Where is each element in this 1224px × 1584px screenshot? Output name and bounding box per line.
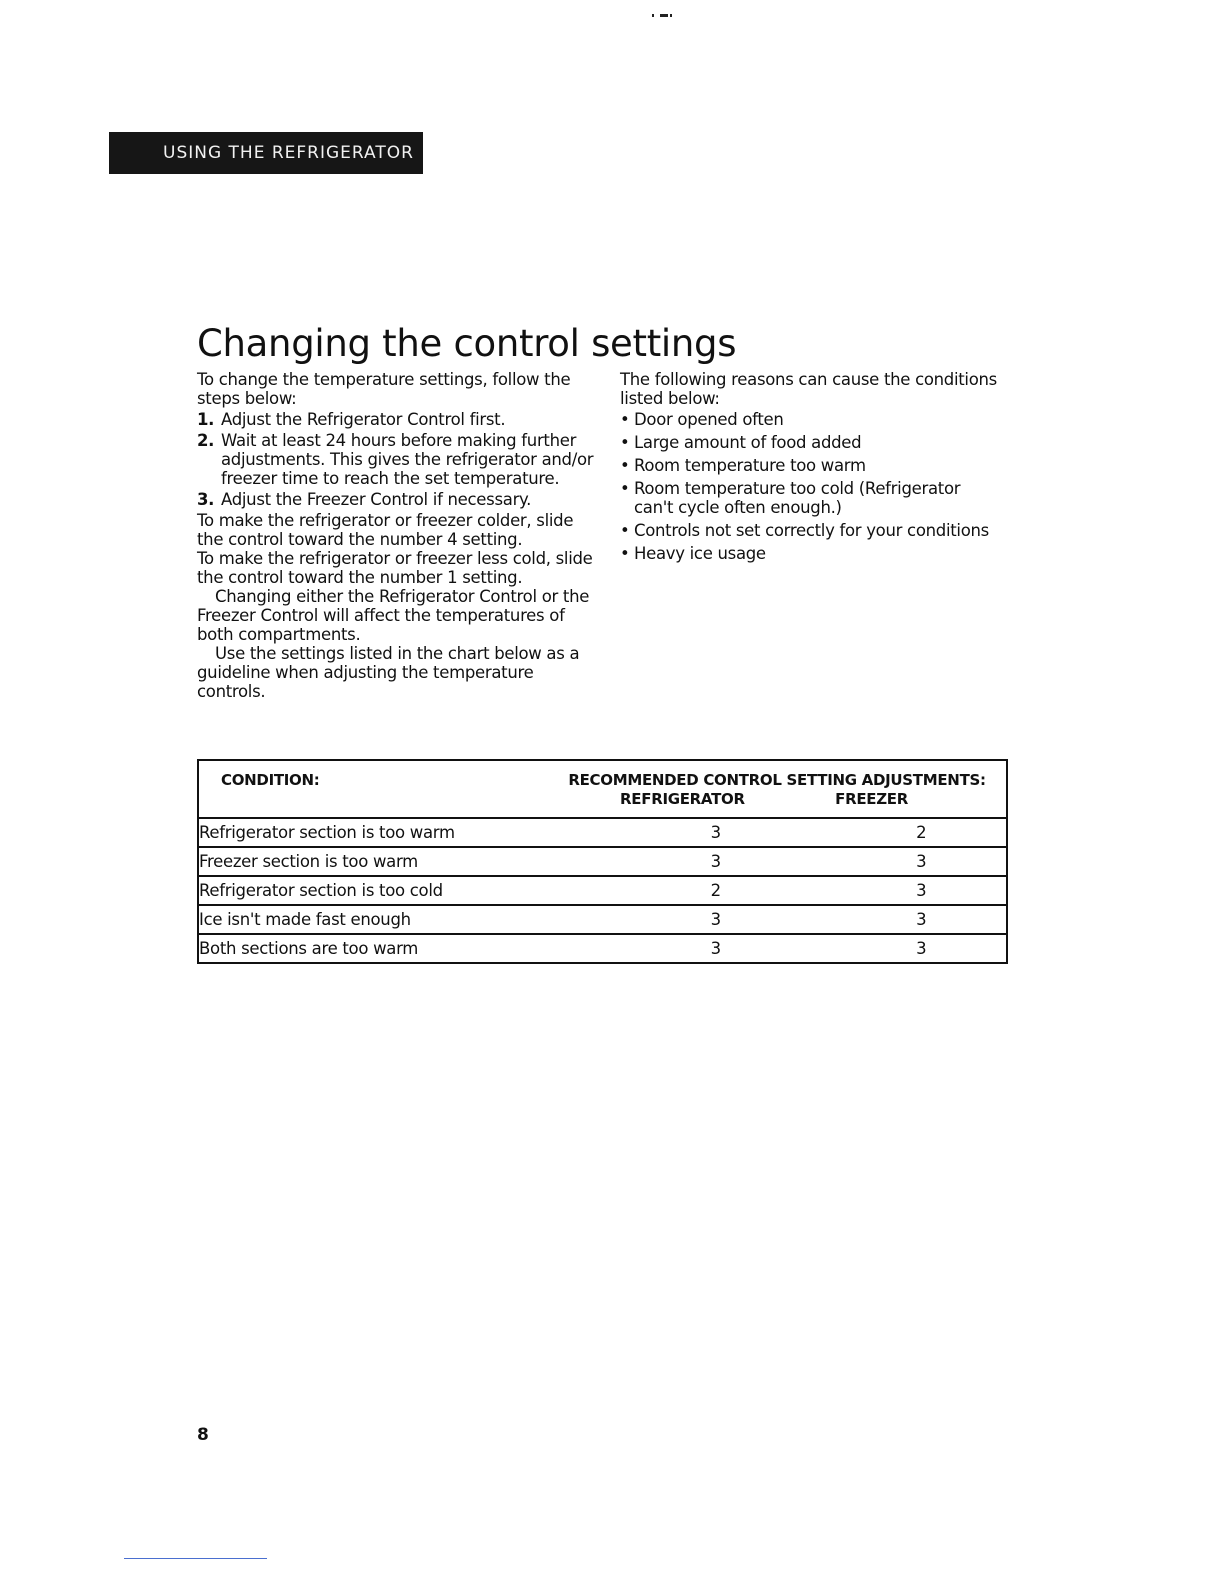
reason-item: • Room temperature too cold (Refrigerator can't cycle often enough.) — [620, 479, 1000, 517]
step-item — [197, 490, 597, 509]
settings-table — [197, 759, 1008, 964]
scan-mark — [652, 14, 676, 18]
section-banner — [109, 132, 423, 174]
steps-intro: To change the temperature settings, follow the steps below: — [197, 370, 571, 408]
guideline-note: Use the settings listed in the chart below as a guideline when adjusting the temperature controls. — [197, 644, 580, 701]
step-text: Adjust the Freezer Control if necessary. — [221, 490, 532, 509]
reason-item: • Room temperature too warm — [620, 456, 1000, 475]
reasons-column — [620, 370, 1000, 567]
freezer-setting-cell: 3 — [916, 852, 927, 871]
step-item — [197, 410, 597, 429]
freezer-setting-cell: 3 — [916, 910, 927, 929]
reasons-list — [620, 410, 1000, 563]
refrigerator-setting-cell: 3 — [710, 939, 721, 958]
refrigerator-setting-cell: 3 — [710, 823, 721, 842]
table-row — [198, 934, 1007, 963]
refrigerator-setting-cell: 3 — [710, 910, 721, 929]
condition-cell: Refrigerator section is too cold — [199, 881, 443, 900]
table-row — [198, 818, 1007, 847]
table-row — [198, 876, 1007, 905]
condition-cell: Freezer section is too warm — [199, 852, 418, 871]
refrigerator-setting-cell: 2 — [710, 881, 721, 900]
step-number: 2. — [197, 431, 215, 450]
table-header-row — [198, 760, 1007, 818]
condition-cell: Ice isn't made fast enough — [199, 910, 411, 929]
table-row — [198, 905, 1007, 934]
condition-cell: Both sections are too warm — [199, 939, 419, 958]
page-number: 8 — [197, 1425, 209, 1445]
step-item — [197, 431, 597, 488]
freezer-setting-cell: 2 — [916, 823, 927, 842]
reason-item: • Controls not set correctly for your conditions — [620, 521, 1000, 540]
condition-header: CONDITION: — [221, 771, 320, 789]
colder-instruction: To make the refrigerator or freezer colder, slide the control toward the number 4 setting. — [197, 511, 574, 549]
footer-rule — [124, 1558, 267, 1559]
step-text: Adjust the Refrigerator Control first. — [221, 410, 506, 429]
freezer-setting-cell: 3 — [916, 881, 927, 900]
condition-cell: Refrigerator section is too warm — [199, 823, 455, 842]
refrigerator-setting-cell: 3 — [710, 852, 721, 871]
refrigerator-header: REFRIGERATOR — [620, 790, 745, 808]
steps-list — [197, 410, 597, 509]
recommended-header — [567, 760, 1007, 818]
instructions-column — [197, 370, 597, 701]
step-text: Wait at least 24 hours before making further adjustments. This gives the refrigerator and/or freezer time to reach the set temperature. — [221, 431, 594, 488]
step-number: 1. — [197, 410, 215, 429]
page-title: Changing the control settings — [197, 322, 737, 365]
reason-item: • Heavy ice usage — [620, 544, 1000, 563]
step-number: 3. — [197, 490, 215, 509]
column-subheaders — [568, 790, 986, 808]
freezer-header: FREEZER — [835, 790, 908, 808]
recommended-header-label: RECOMMENDED CONTROL SETTING ADJUSTMENTS: — [568, 771, 986, 789]
less-cold-instruction: To make the refrigerator or freezer less cold, slide the control toward the number 1 setting. — [197, 549, 593, 587]
both-compartments-note: Changing either the Refrigerator Control or the Freezer Control will affect the temperatures of both compartments. — [197, 587, 590, 644]
section-label: USING THE REFRIGERATOR — [163, 143, 414, 163]
table-row — [198, 847, 1007, 876]
freezer-setting-cell: 3 — [916, 939, 927, 958]
reason-item: • Door opened often — [620, 410, 1000, 429]
reasons-intro: The following reasons can cause the conditions listed below: — [620, 370, 997, 408]
reason-item: • Large amount of food added — [620, 433, 1000, 452]
